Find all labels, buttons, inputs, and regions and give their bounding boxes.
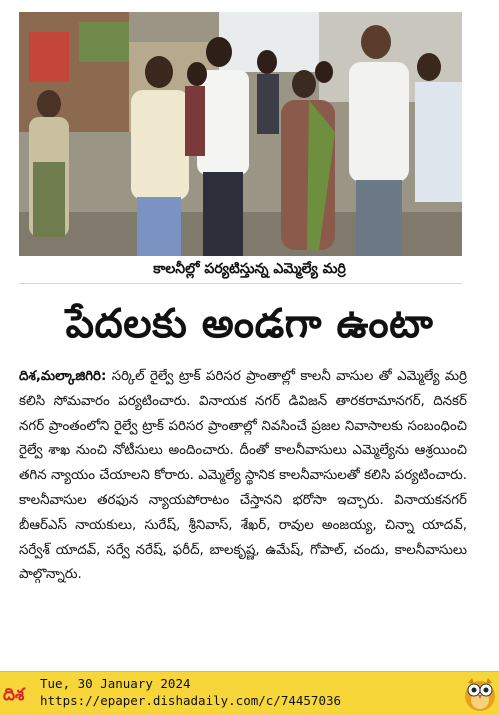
news-photo-illustration [19, 12, 462, 256]
article-body [19, 365, 467, 588]
disha-logo-icon [2, 678, 32, 708]
owl-mascot-icon [462, 675, 498, 712]
article-text: సర్కిల్ రైల్వే ట్రాక్ పరిసర ప్రాంతాల్లో కాలనీ వాసుల తో ఎమ్మెల్యే మర్రి కలిసి సోమవారం పర్యటించారు. వినాయక నగర్ డివిజన్ తారకరామానగర్, దినకర్ నగర్ ప్రాంతంలోని రైల్వే ట్రాక్ పరిసర ప్రాంతాల్లో నివసించే ప్రజల నివాసాలకు సంబంధించి రైల్వే శాఖ నుంచి నోటీసులు అందించారు. దీంతో కాలనీవాసులు ఎమ్మెల్యేను ఆశ్రయించి తగిన న్యాయం చేయాలని కోరారు. ఎమ్మెల్యే స్థానిక కాలనీవాసులతో కలిసి పర్యటించారు. కాలనీవాసుల తరఫున న్యాయపోరాటం చేస్తానని భరోసా ఇచ్చారు. వినాయకనగర్ బీఆర్ఎస్ నాయకులు, సురేష్, శ్రీనివాస్, శేఖర్, రావుల అంజయ్య, చిన్నా యాదవ్, సర్వేశ్ యాదవ్, సర్వే నరేష్, ఫరీద్, బాలకృష్ణ, ఉమేష్, గోపాల్, చందు, కాలనీవాసులు పాల్గొన్నారు. [19, 369, 467, 583]
epaper-url[interactable]: https://epaper.dishadaily.com/c/74457036 [40, 693, 342, 708]
news-photo [19, 12, 462, 256]
photo-caption: కాలనీల్లో పర్యటిస్తున్న ఎమ్మెల్యే మర్రి [153, 261, 346, 277]
dateline: దిశ,మల్కాజిగిరి: [19, 369, 107, 384]
headline: పేదలకు అండగా ఉంటా [65, 301, 434, 347]
divider [19, 283, 462, 284]
footer-bar [0, 671, 499, 715]
epaper-date: Tue, 30 January 2024 [40, 676, 191, 691]
logo-text: దిశ [3, 685, 25, 705]
